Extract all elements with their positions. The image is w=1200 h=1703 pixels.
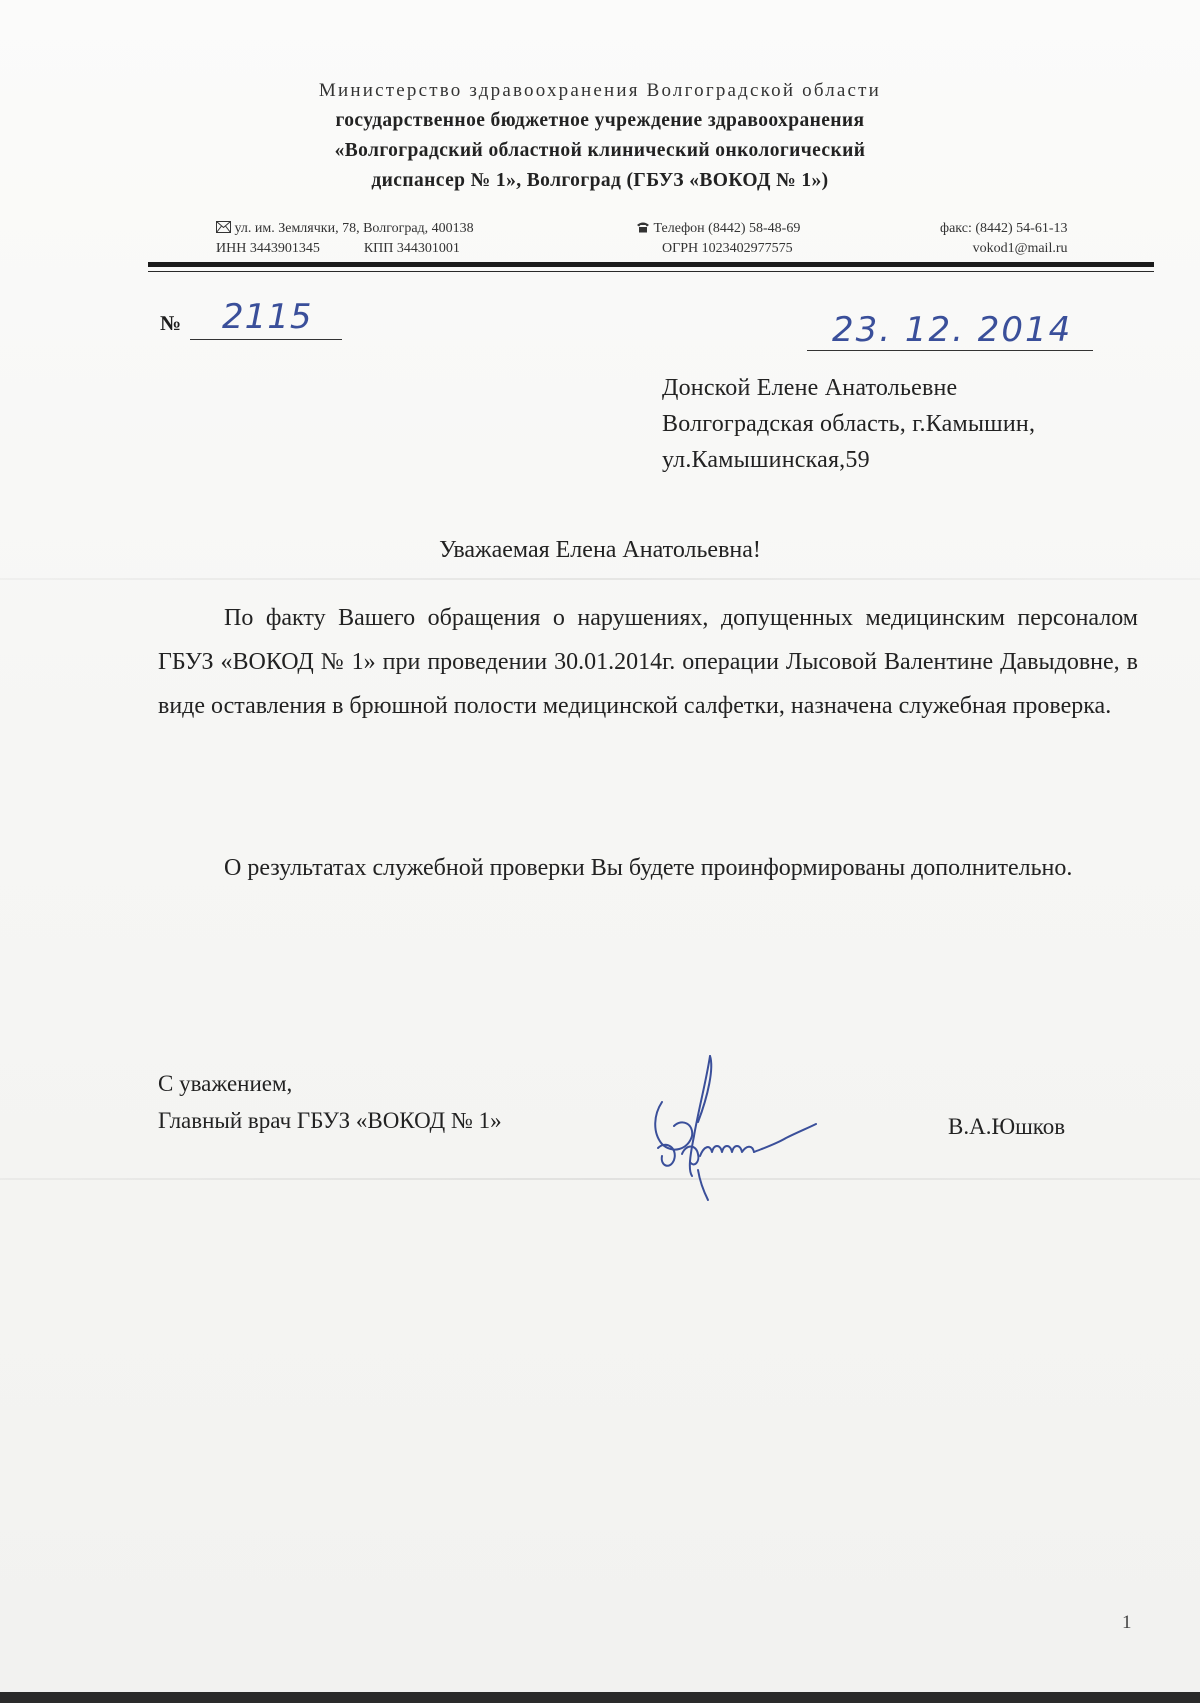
letterhead-org-name: «Волгоградский областной клинический онкологический [334, 140, 866, 161]
contact-ogrn: ОГРН 1023402977575 [662, 241, 793, 256]
telephone-icon [636, 221, 654, 236]
registration-number-line [190, 339, 342, 340]
addressee-street: ул.Камышинская,59 [662, 447, 870, 473]
letter-greeting: Уважаемая Елена Анатольевна! [439, 537, 761, 563]
closing-regards: С уважением, [158, 1071, 293, 1096]
registration-number-handwritten: 2115 [222, 297, 313, 337]
contact-fax: факс: (8442) 54-61-13 [940, 221, 1068, 236]
letterhead-divider [148, 262, 1154, 267]
letterhead-divider-thin [148, 271, 1154, 272]
contact-phone-block [636, 219, 800, 259]
registration-number-label: № [160, 311, 182, 335]
letterhead-org-short: диспансер № 1», Волгоград (ГБУЗ «ВОКОД № 1») [371, 170, 829, 191]
contact-fax-block [940, 219, 1068, 259]
paper-fold-line [0, 578, 1200, 580]
envelope-icon [216, 221, 235, 236]
contact-inn: ИНН 3443901345 [216, 241, 320, 256]
scan-bottom-edge [0, 1692, 1200, 1703]
body-paragraph: О результатах служебной проверки Вы будете проинформированы дополнительно. [224, 855, 1073, 881]
letterhead-org-type: государственное бюджетное учреждение здравоохранения [335, 110, 865, 131]
addressee-name: Донской Елене Анатольевне [662, 375, 958, 401]
contact-phone: Телефон (8442) 58-48-69 [653, 221, 801, 236]
registration-date-handwritten: 23. 12. 2014 [832, 310, 1073, 350]
contact-address: ул. им. Землячки, 78, Волгоград, 400138 [234, 221, 474, 236]
closing-block [158, 1065, 502, 1139]
contact-email: vokod1@mail.ru [972, 241, 1068, 256]
contact-address-block [216, 219, 474, 259]
addressee-region-city: Волгоградская область, г.Камышин, [662, 411, 1036, 437]
body-paragraph: По факту Вашего обращения о нарушениях, допущенных медицинским персоналом ГБУЗ «ВОКОД № 1» при проведении 30.01.2014г. операции Лысовой Валентине Давыдовне, в виде оставления в брюшной полости медицинской салфетки, назначена служебная проверка. [158, 605, 1138, 719]
letterhead-ministry: Министерство здравоохранения Волгоградской области [318, 80, 882, 101]
paper-fold-line [0, 1178, 1200, 1180]
handwritten-signature [648, 1052, 858, 1207]
closing-position: Главный врач ГБУЗ «ВОКОД № 1» [158, 1108, 502, 1133]
contact-kpp: КПП 344301001 [363, 241, 460, 256]
addressee-block [662, 370, 1035, 478]
signer-name: В.А.Юшков [948, 1114, 1066, 1139]
registration-date-line [807, 350, 1093, 351]
page-number: 1 [1122, 1612, 1132, 1633]
